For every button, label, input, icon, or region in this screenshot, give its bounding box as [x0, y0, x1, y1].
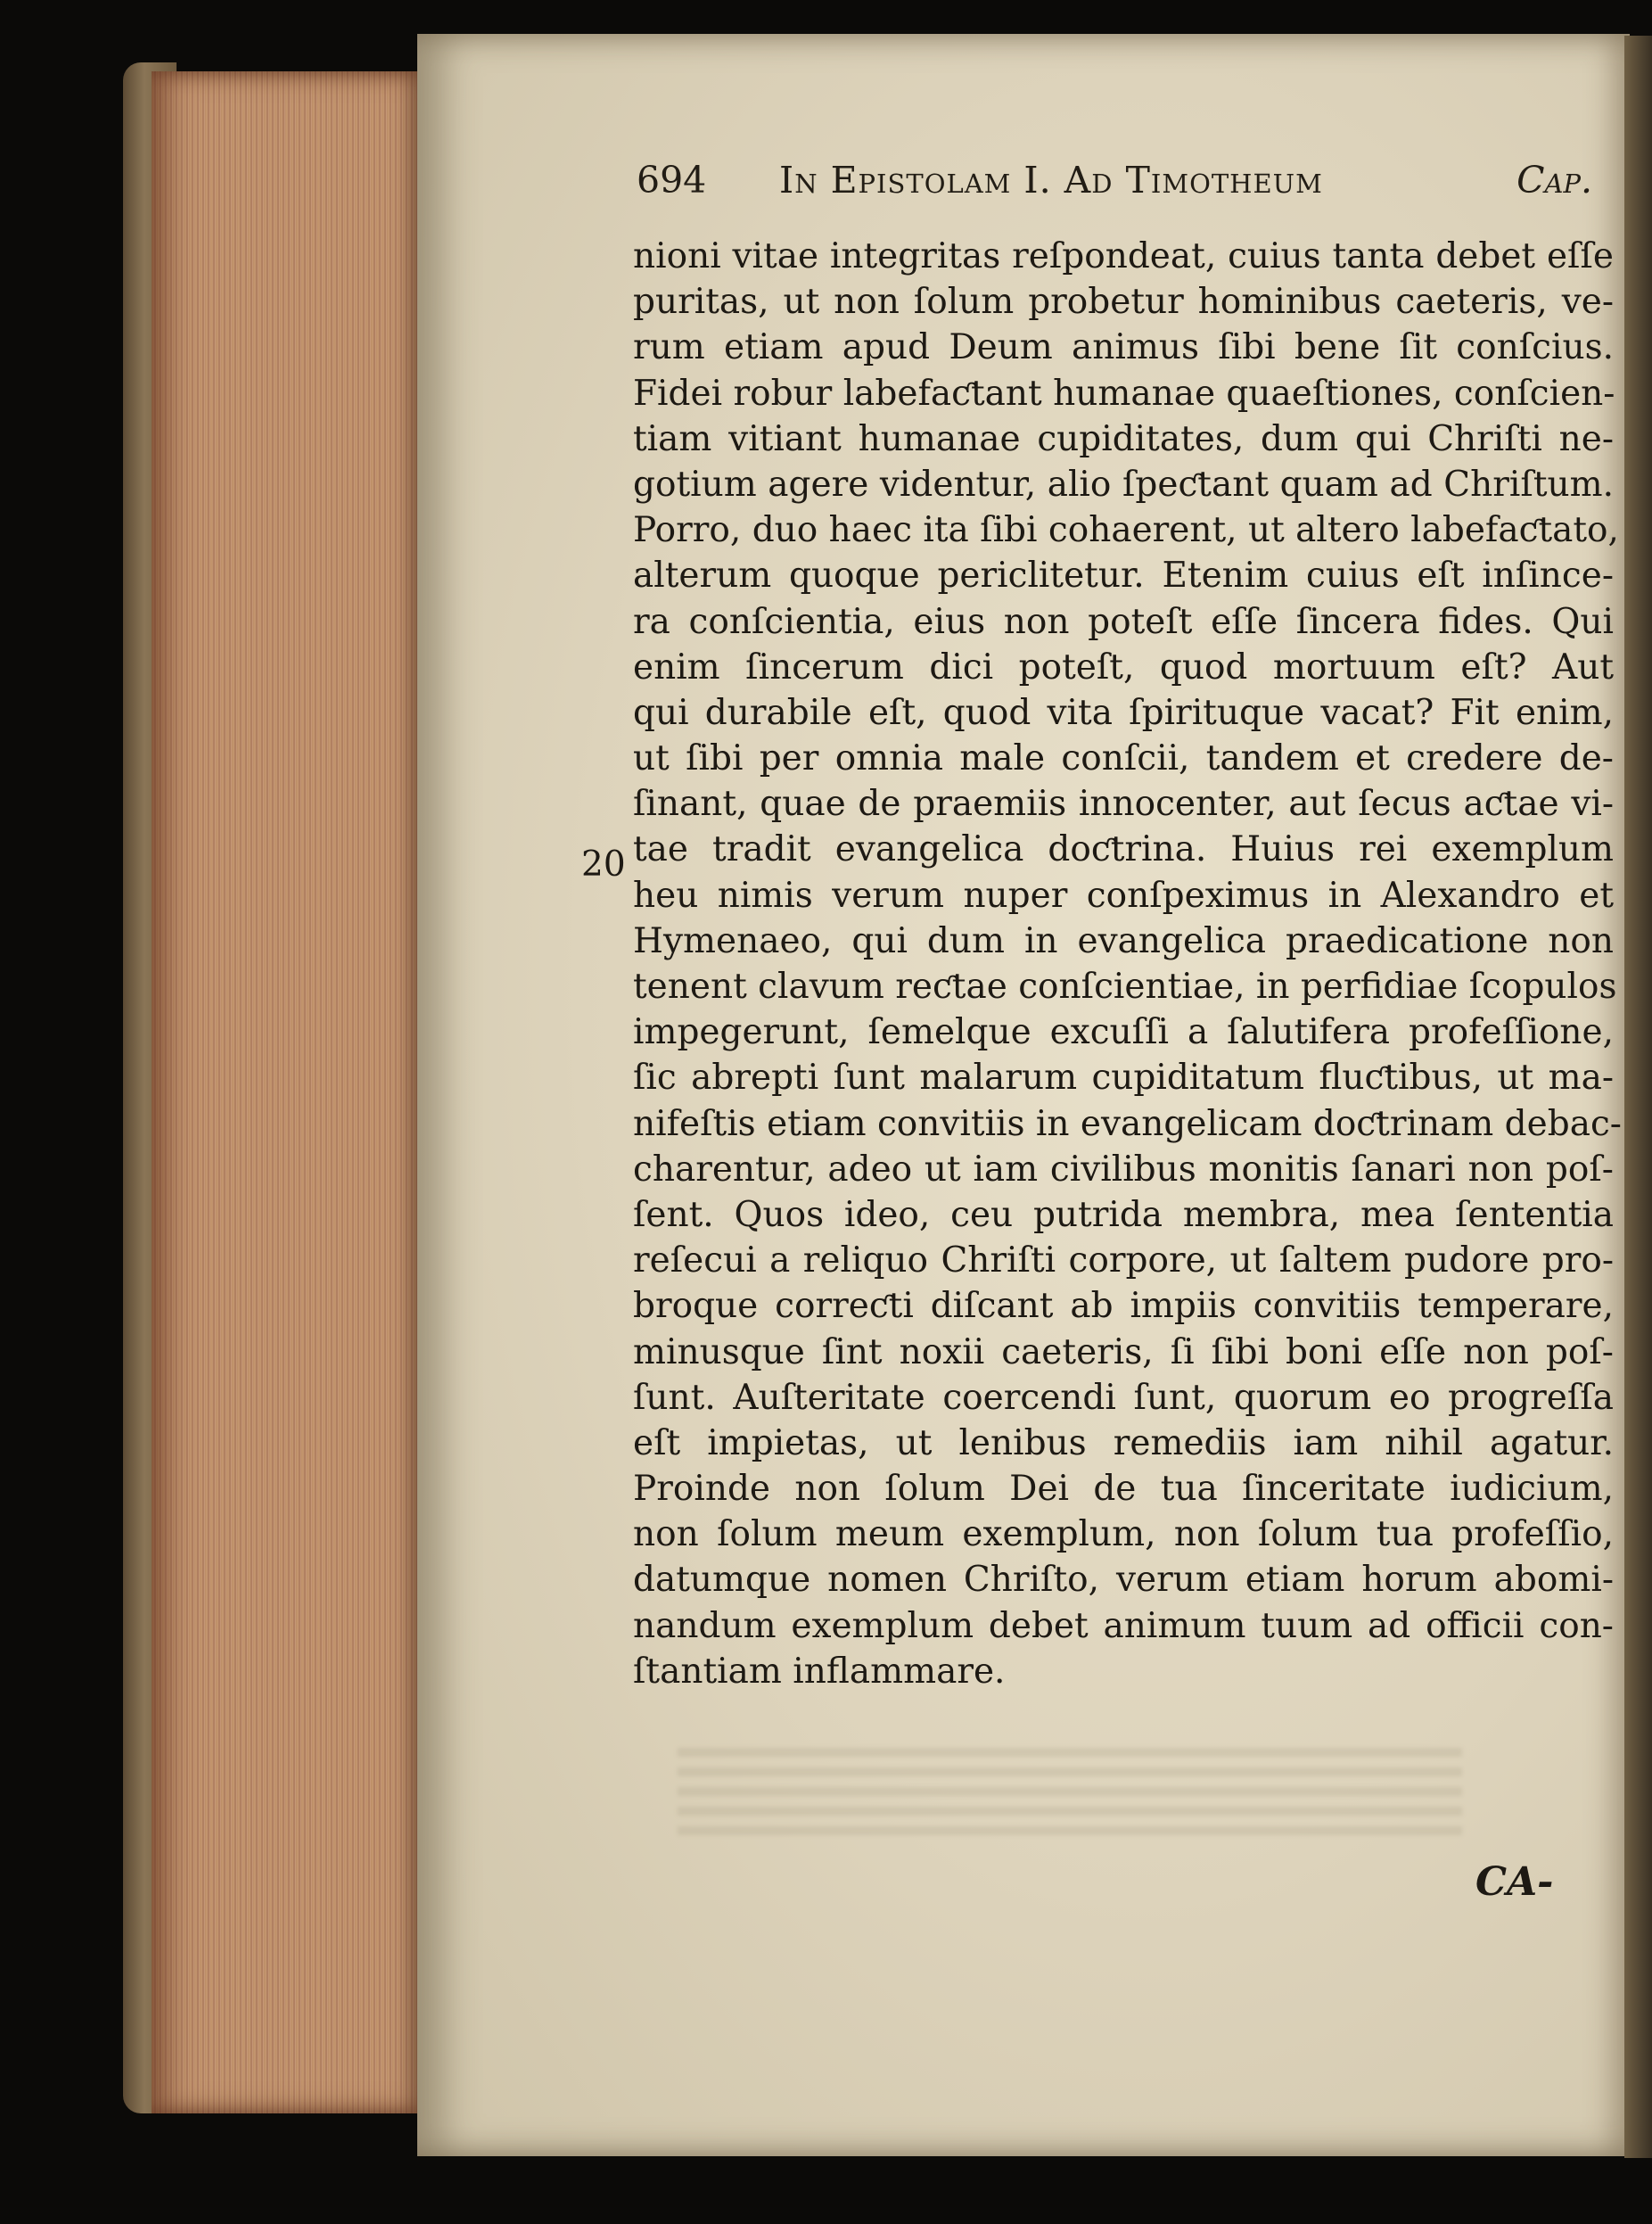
- body-text: [633, 234, 1622, 1694]
- text-line: heu nimis verum nuper conſpeximus in Alexandro et: [633, 875, 1614, 916]
- text-line: puritas, ut non ſolum probetur hominibus caeteris, ve-: [633, 282, 1614, 323]
- text-line: ſunt. Auſteritate coercendi ſunt, quorum eo progreſſa: [633, 1377, 1614, 1418]
- text-line: qui durabile eſt, quod vita ſpirituque vacat? Fit enim,: [633, 692, 1614, 733]
- text-line: impegerunt, ſemelque excuſſi a ſalutifera profeſſione,: [633, 1012, 1614, 1053]
- text-line: Porro, duo haec ita ſibi cohaerent, ut altero labefaƈtato,: [633, 510, 1619, 551]
- page-number: 694: [637, 159, 707, 202]
- text-line: broque correƈti diſcant ab impiis convitiis temperare,: [633, 1286, 1614, 1327]
- catchword: CA-: [1475, 1859, 1554, 1905]
- text-line: Proinde non ſolum Dei de tua ſinceritate iudicium,: [633, 1469, 1614, 1510]
- facing-page-gutter: [1624, 36, 1652, 2158]
- text-line: datumque nomen Chriſto, verum etiam horum abomi-: [633, 1560, 1614, 1601]
- running-title: In Epistolam I. Ad Timotheum: [779, 159, 1323, 202]
- running-header: [637, 159, 1599, 221]
- margin-line-number: 20: [581, 844, 626, 885]
- text-line: tenent clavum reƈtae conſcientiae, in perfidiae ſcopulos: [633, 967, 1617, 1007]
- text-line: ſtantiam inflammare.: [633, 1651, 1006, 1692]
- text-line: tiam vitiant humanae cupiditates, dum qui Chriſti ne-: [633, 418, 1614, 459]
- chapter-abbrev: Cap.: [1516, 159, 1592, 202]
- text-line: alterum quoque periclitetur. Etenim cuius eſt inſince-: [633, 556, 1614, 597]
- text-line: rum etiam apud Deum animus ſibi bene ſit conſcius.: [633, 327, 1614, 368]
- page-block-edge: [152, 71, 419, 2113]
- text-line: nandum exemplum debet animum tuum ad officii con-: [633, 1605, 1614, 1646]
- text-line: Hymenaeo, qui dum in evangelica praedicatione non: [633, 920, 1614, 961]
- ink-offset-ghost: [678, 1748, 1462, 1846]
- text-line: non ſolum meum exemplum, non ſolum tua profeſſio,: [633, 1514, 1614, 1555]
- text-line: ra conſcientia, eius non poteſt eſſe ſincera fides. Qui: [633, 601, 1614, 642]
- text-line: ut ſibi per omnia male conſcii, tandem et credere de-: [633, 738, 1614, 779]
- text-line: ſent. Quos ideo, ceu putrida membra, mea ſententia: [633, 1194, 1614, 1235]
- text-line: enim ſincerum dici poteſt, quod mortuum eſt? Aut: [633, 647, 1614, 688]
- text-line: gotium agere videntur, alio ſpeƈtant quam ad Chriſtum.: [633, 464, 1614, 505]
- text-line: ſic abrepti ſunt malarum cupiditatum fluƈtibus, ut ma-: [633, 1058, 1614, 1099]
- text-line: reſecui a reliquo Chriſti corpore, ut ſaltem pudore pro-: [633, 1240, 1614, 1281]
- text-line: eſt impietas, ut lenibus remediis iam nihil agatur.: [633, 1422, 1614, 1463]
- text-line: tae tradit evangelica doƈtrina. Huius rei exemplum: [633, 829, 1614, 870]
- text-line: nifeſtis etiam convitiis in evangelicam doƈtrinam debac-: [633, 1103, 1622, 1144]
- text-line: minusque ſint noxii caeteris, ſi ſibi boni eſſe non poſ-: [633, 1331, 1614, 1372]
- text-line: charentur, adeo ut iam civilibus monitis ſanari non poſ-: [633, 1149, 1614, 1190]
- text-line: ſinant, quae de praemiis innocenter, aut ſecus aƈtae vi-: [633, 784, 1614, 825]
- text-line: nioni vitae integritas reſpondeat, cuius tanta debet eſſe: [633, 236, 1614, 276]
- text-line: Fidei robur labefaƈtant humanae quaeſtiones, conſcien-: [633, 373, 1615, 414]
